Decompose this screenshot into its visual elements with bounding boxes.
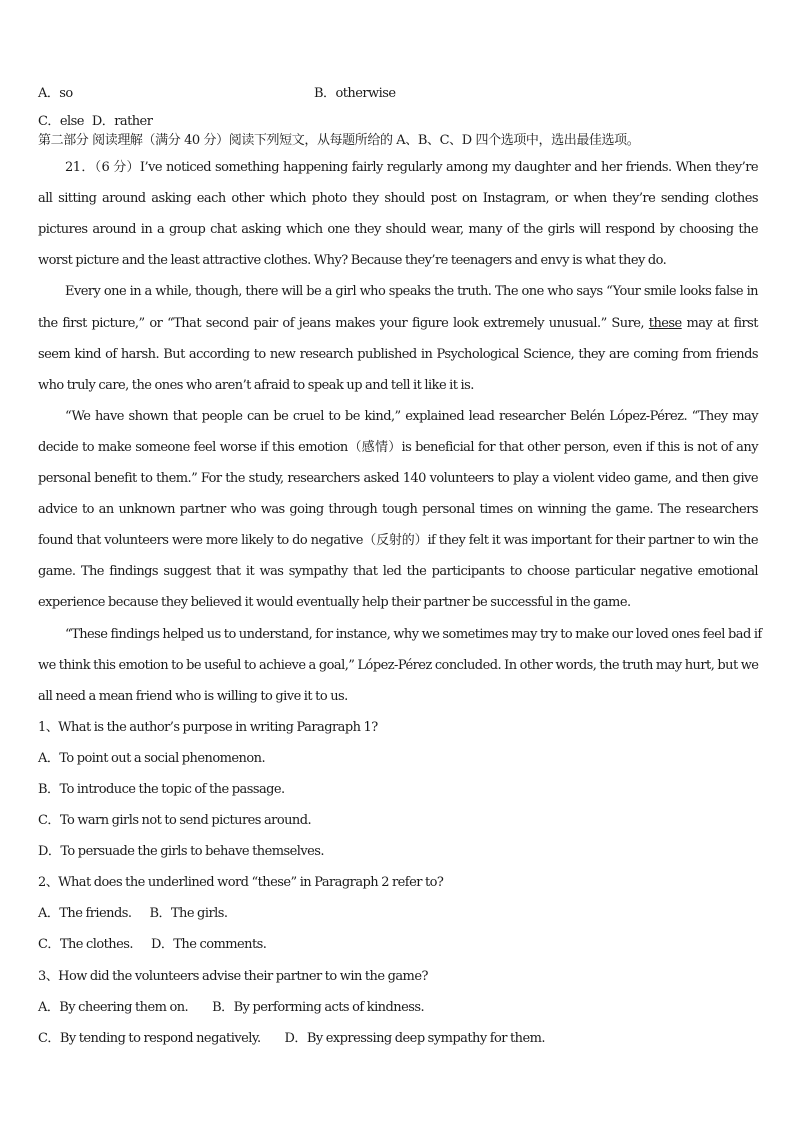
passage-line: all need a mean friend who is willing to give it to us.: [38, 688, 348, 704]
question-1: [38, 712, 758, 867]
passage-text: may at first: [681, 315, 758, 331]
question-option-d: D．By expressing deep sympathy for them.: [284, 1030, 546, 1046]
passage-text: the first picture,” or “That second pair of jeans makes your figure look extremely unusual.” Sure,: [38, 315, 649, 331]
passage-line: advice to an unknown partner who was going through tough personal times on winning the game. The researchers: [38, 502, 758, 518]
question-stem: 1、What is the author’s purpose in writing Paragraph 1?: [38, 719, 378, 735]
passage-line: who truly care, the ones who aren’t afraid to speak up and tell it like it is.: [38, 377, 474, 393]
passage-line: game. The findings suggest that it was sympathy that led the participants to choose particular negative emotional: [38, 564, 758, 580]
passage-line: all sitting around asking each other which photo they should post on Instagram, or when they’re sending clothes: [38, 191, 758, 207]
question-option-c: C．The clothes.: [38, 937, 133, 953]
passage-line: decide to make someone feel worse if this emotion（感情）is beneficial for that other person, even if this is not of any: [38, 439, 758, 455]
question-option-b: B．To introduce the topic of the passage.: [38, 781, 285, 797]
passage-line: experience because they believed it would eventually help their partner be successful in the game.: [38, 595, 631, 611]
passage-paragraph-4: [38, 619, 762, 712]
question-option-d: D．The comments.: [150, 937, 267, 953]
document-page: [38, 78, 762, 1054]
prev-option-d: D．rather: [91, 114, 153, 130]
passage-paragraph-2: [38, 276, 758, 400]
passage-line: [38, 308, 758, 339]
prev-options-row-1: [38, 78, 758, 109]
question-option-b: B．By performing acts of kindness.: [212, 999, 425, 1015]
question-stem: 2、What does the underlined word “these” in Paragraph 2 refer to?: [38, 875, 444, 891]
question-3: [38, 961, 758, 1054]
passage-line: Every one in a while, though, there will be a girl who speaks the truth. The one who says “Your smile looks false in: [65, 284, 758, 300]
question-options-row: [38, 929, 758, 960]
prev-option-a: A．so: [38, 86, 73, 101]
underlined-word-these: these: [648, 315, 682, 331]
passage-line: 21．（6 分）I’ve noticed something happening fairly regularly among my daughter and her friends. When they’re: [65, 160, 758, 176]
question-options-row: [38, 992, 758, 1023]
passage-line: “We have shown that people can be cruel to be kind,” explained lead researcher Belén López-Pérez. “They may: [65, 408, 758, 424]
passage-line: pictures around in a group chat asking which one they should wear, many of the girls will respond by choosing the: [38, 222, 758, 238]
question-2: [38, 867, 758, 960]
question-option-c: C．By tending to respond negatively.: [38, 1030, 261, 1046]
passage-line: we think this emotion to be useful to achieve a goal,” López-Pérez concluded. In other words, the truth may hurt, but we: [38, 657, 759, 673]
prev-option-b: B．otherwise: [314, 86, 396, 101]
passage-paragraph-1: [38, 152, 758, 276]
prev-option-c: C．else: [38, 114, 84, 130]
question-option-d: D．To persuade the girls to behave themselves.: [38, 844, 325, 860]
question-option-a: A．To point out a social phenomenon.: [38, 750, 266, 766]
question-options-row: [38, 1023, 758, 1054]
question-option-b: B．The girls.: [149, 906, 228, 922]
question-options-row: [38, 898, 758, 929]
passage-line: worst picture and the least attractive clothes. Why? Because they’re teenagers and envy is what they do.: [38, 253, 667, 269]
passage-line: personal benefit to them.” For the study, researchers asked 140 volunteers to play a violent video game, and then give: [38, 471, 758, 487]
passage-line: “These findings helped us to understand, for instance, why we sometimes may try to make our loved ones feel bad if: [65, 626, 762, 642]
passage-line: found that volunteers were more likely to do negative（反射的）if they felt it was important for their partner to win the: [38, 533, 758, 549]
section-header: 第二部分 阅读理解（满分 40 分）阅读下列短文，从每题所给的 A、B、C、D 四个选项中，选出最佳选项。: [38, 133, 640, 149]
question-stem: 3、How did the volunteers advise their partner to win the game?: [38, 968, 428, 984]
question-option-a: A．The friends.: [38, 906, 132, 922]
question-option-c: C．To warn girls not to send pictures around.: [38, 813, 312, 829]
passage-paragraph-3: [38, 401, 758, 619]
question-option-a: A．By cheering them on.: [38, 999, 189, 1015]
passage-line: seem kind of harsh. But according to new research published in Psychological Science, they are coming from friends: [38, 346, 758, 362]
